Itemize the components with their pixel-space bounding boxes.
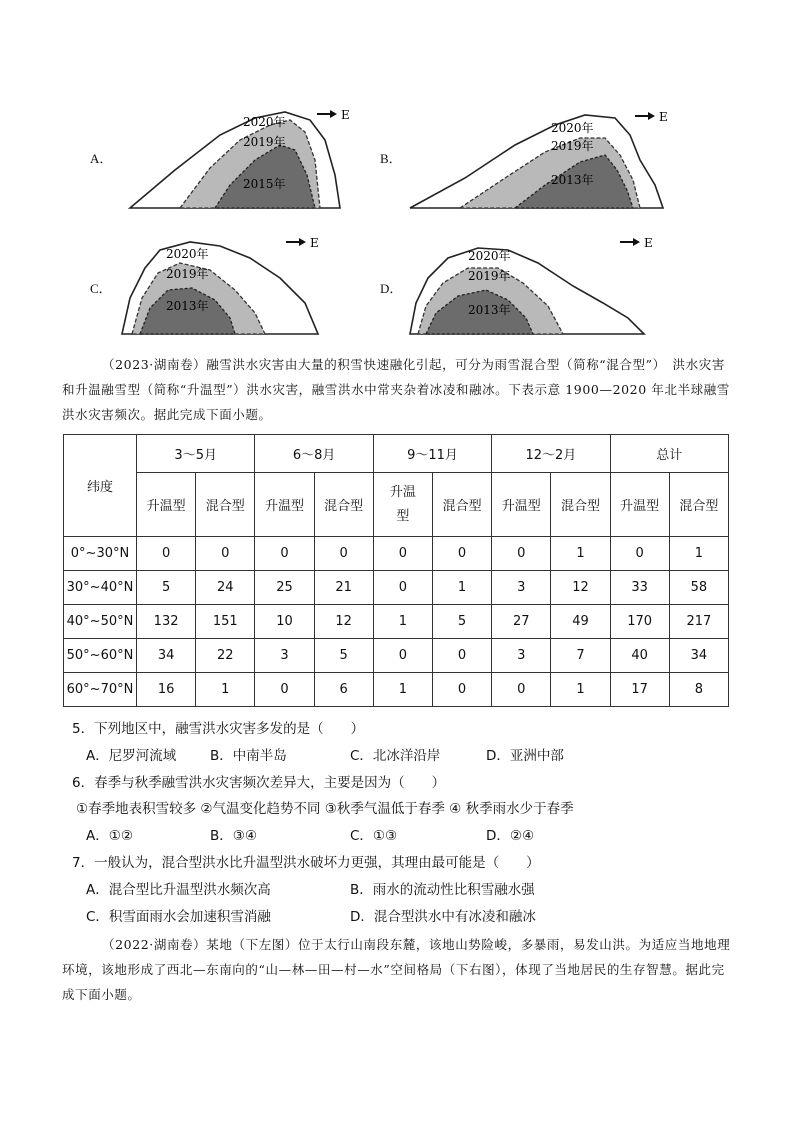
latitude-cell: 40°~50°N <box>64 605 137 639</box>
table-cell: 0 <box>610 537 669 571</box>
table-cell: 16 <box>137 673 196 707</box>
type-header: 混合型 <box>669 473 728 537</box>
table-cell: 0 <box>255 537 314 571</box>
table-cell: 12 <box>314 605 373 639</box>
table-cell: 3 <box>492 639 551 673</box>
year-2013-label: 2013年 <box>551 173 594 187</box>
q7-option-c[interactable]: C．积雪面雨水会加速积雪消融 <box>86 909 271 925</box>
intro-source: （2023·湖南卷） <box>102 357 207 372</box>
table-cell: 1 <box>669 537 728 571</box>
q5-option-a[interactable]: A．尼罗河流域 <box>86 748 177 764</box>
table-cell: 58 <box>669 571 728 605</box>
table-row <box>64 639 729 673</box>
season-header: 9～11月 <box>373 435 491 473</box>
table-cell: 27 <box>492 605 551 639</box>
table-cell: 5 <box>137 571 196 605</box>
table-cell: 217 <box>669 605 728 639</box>
table-cell: 34 <box>137 639 196 673</box>
table-row <box>64 571 729 605</box>
year-2020-label: 2020年 <box>468 249 511 263</box>
east-arrow-label: E <box>659 110 668 124</box>
season-header: 12～2月 <box>492 435 610 473</box>
intro-text: 融雪洪水灾害由大量的积雪快速融化引起，可分为雨雪混合型（简称“混合型”） 洪水灾害和升温融雪型（简称“升温型”）洪水灾害，融雪洪水中常夹杂着冰凌和融冰。下表示意 1900—2020 年北半球融雪洪水灾害频次。据此完成下面小题。 <box>62 357 730 422</box>
east-arrow-label: E <box>341 108 350 122</box>
table-row <box>64 673 729 707</box>
table-cell: 10 <box>255 605 314 639</box>
q5-option-b[interactable]: B．中南半岛 <box>210 748 287 764</box>
type-header: 混合型 <box>551 473 610 537</box>
latitude-cell: 50°~60°N <box>64 639 137 673</box>
table-cell: 12 <box>551 571 610 605</box>
q5-option-c[interactable]: C．北冰洋沿岸 <box>350 748 441 764</box>
snow-cover-diagram-a <box>125 100 365 215</box>
table-cell: 5 <box>432 605 491 639</box>
type-header: 混合型 <box>314 473 373 537</box>
table-cell: 40 <box>610 639 669 673</box>
table-cell: 8 <box>669 673 728 707</box>
table-cell: 33 <box>610 571 669 605</box>
type-header: 混合型 <box>432 473 491 537</box>
question-7-stem: 7．一般认为，混合型洪水比升温型洪水破坏力更强，其理由最可能是（ ） <box>72 855 540 871</box>
q6-option-c[interactable]: C．①③ <box>350 828 398 844</box>
table-cell: 25 <box>255 571 314 605</box>
table-cell: 0 <box>492 673 551 707</box>
outro-source: （2022·湖南卷） <box>102 937 207 952</box>
table-cell: 17 <box>610 673 669 707</box>
season-header: 6～8月 <box>255 435 373 473</box>
year-2019-label: 2019年 <box>243 135 286 149</box>
table-cell: 1 <box>432 571 491 605</box>
option-c-label: C． <box>90 281 112 296</box>
year-2019-label: 2019年 <box>166 267 209 281</box>
latitude-header: 纬度 <box>64 435 137 537</box>
table-cell: 1 <box>196 673 255 707</box>
table-cell: 0 <box>137 537 196 571</box>
east-arrow-label: E <box>644 236 653 250</box>
latitude-cell: 0°~30°N <box>64 537 137 571</box>
table-cell: 3 <box>492 571 551 605</box>
table-cell: 0 <box>492 537 551 571</box>
total-header: 总计 <box>610 435 728 473</box>
table-cell: 0 <box>373 537 432 571</box>
table-cell: 0 <box>255 673 314 707</box>
year-2015-label: 2015年 <box>243 177 286 191</box>
year-2020-label: 2020年 <box>551 121 594 135</box>
table-cell: 3 <box>255 639 314 673</box>
option-d-label: D． <box>380 281 403 296</box>
east-arrow-label: E <box>310 236 319 250</box>
table-cell: 1 <box>551 673 610 707</box>
type-header: 升温型 <box>610 473 669 537</box>
year-2019-label: 2019年 <box>468 269 511 283</box>
table-cell: 151 <box>196 605 255 639</box>
type-header: 升温型 <box>373 473 432 537</box>
snow-cover-diagram-c <box>120 228 360 340</box>
year-2013-label: 2013年 <box>166 299 209 313</box>
table-row <box>64 605 729 639</box>
year-2020-label: 2020年 <box>166 247 209 261</box>
table-cell: 6 <box>314 673 373 707</box>
option-b-label: B． <box>380 151 402 166</box>
outro-text: 某地（下左图）位于太行山南段东麓，该地山势险峻，多暴雨，易发山洪。为适应当地地理环境，该地形成了西北—东南向的“山—林—田—村—水”空间格局（下右图），体现了当地居民的生存智慧。据此完成下面小题。 <box>62 937 731 1002</box>
type-header: 升温型 <box>137 473 196 537</box>
outro-paragraph <box>62 932 734 1007</box>
table-cell: 49 <box>551 605 610 639</box>
intro-paragraph <box>62 352 734 427</box>
table-cell: 34 <box>669 639 728 673</box>
type-header: 升温型 <box>255 473 314 537</box>
option-a-label: A． <box>90 151 113 166</box>
q6-option-b[interactable]: B．③④ <box>210 828 257 844</box>
latitude-cell: 30°~40°N <box>64 571 137 605</box>
question-5-stem: 5．下列地区中，融雪洪水灾害多发的是（ ） <box>72 721 365 737</box>
table-cell: 0 <box>373 639 432 673</box>
table-cell: 132 <box>137 605 196 639</box>
snowmelt-flood-table <box>63 434 729 707</box>
q6-option-d[interactable]: D．②④ <box>486 828 535 844</box>
snow-cover-diagram-d <box>408 228 678 340</box>
year-2020-label: 2020年 <box>243 115 286 129</box>
table-row <box>64 537 729 571</box>
table-cell: 1 <box>551 537 610 571</box>
q7-option-d[interactable]: D．混合型洪水中有冰凌和融冰 <box>350 909 536 925</box>
table-cell: 24 <box>196 571 255 605</box>
snow-cover-diagram-b <box>405 100 675 215</box>
table-cell: 21 <box>314 571 373 605</box>
type-header: 混合型 <box>196 473 255 537</box>
q6-option-a[interactable]: A．①② <box>86 828 133 844</box>
table-cell: 5 <box>314 639 373 673</box>
latitude-cell: 60°~70°N <box>64 673 137 707</box>
table-cell: 170 <box>610 605 669 639</box>
question-6-stem: 6．春季与秋季融雪洪水灾害频次差异大，主要是因为（ ） <box>72 775 446 791</box>
year-2013-label: 2013年 <box>468 303 511 317</box>
table-cell: 0 <box>432 537 491 571</box>
q7-option-b[interactable]: B．雨水的流动性比积雪融水强 <box>350 882 535 898</box>
table-cell: 0 <box>196 537 255 571</box>
table-cell: 22 <box>196 639 255 673</box>
table-cell: 0 <box>432 673 491 707</box>
table-cell: 7 <box>551 639 610 673</box>
table-cell: 1 <box>373 605 432 639</box>
year-2019-label: 2019年 <box>551 139 594 153</box>
table-cell: 0 <box>314 537 373 571</box>
q6-statements: ①春季地表积雪较多 ②气温变化趋势不同 ③秋季气温低于春季 ④ 秋季雨水少于春季 <box>76 801 574 817</box>
type-header: 升温型 <box>492 473 551 537</box>
season-header: 3～5月 <box>137 435 255 473</box>
q7-option-a[interactable]: A．混合型比升温型洪水频次高 <box>86 882 271 898</box>
table-cell: 0 <box>432 639 491 673</box>
table-cell: 0 <box>373 571 432 605</box>
table-cell: 1 <box>373 673 432 707</box>
q5-option-d[interactable]: D．亚洲中部 <box>486 748 564 764</box>
